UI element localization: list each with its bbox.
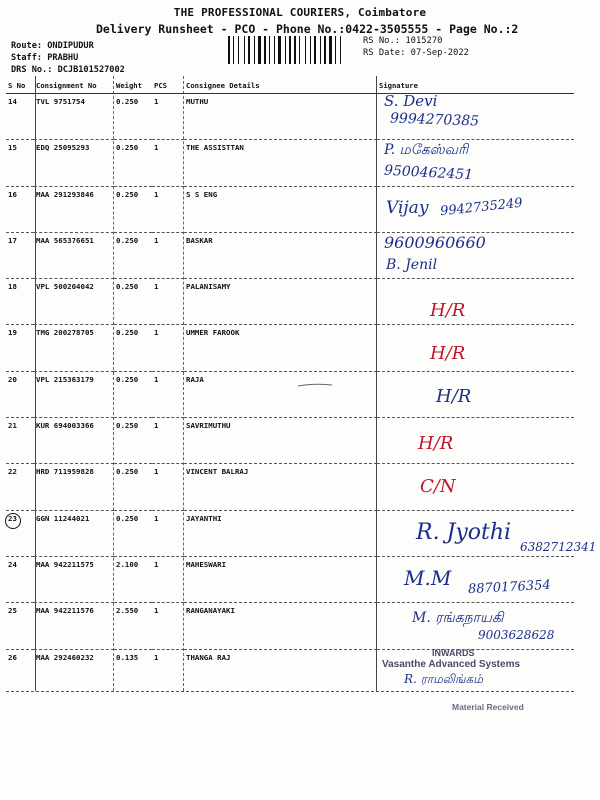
table-row: [6, 418, 574, 464]
table-row: [6, 279, 574, 325]
handwritten-phone: 9942735249: [439, 195, 524, 220]
runsheet-subtitle: Delivery Runsheet - PCO - Phone No.:0422-3505555 - Page No.:2: [96, 22, 519, 36]
cell-consignee: UMMER FAROOK: [184, 325, 377, 371]
barcode-bar: [289, 36, 291, 64]
table-row: [6, 140, 574, 186]
cell-signature: [377, 464, 574, 510]
barcode-bar: [294, 36, 296, 64]
handwritten-phone: 9500462451: [383, 162, 474, 184]
barcode-bar: [248, 36, 250, 64]
cell-pcs: 1: [152, 510, 184, 556]
pen-stroke: [296, 380, 336, 390]
handwritten-signature: R. ராமலிங்கம்: [404, 672, 483, 686]
cell-weight: 0.250: [114, 418, 152, 464]
cell-pcs: 1: [152, 603, 184, 649]
barcode-bar: [329, 36, 332, 64]
cell-weight: 0.250: [114, 186, 152, 232]
cell-sno: 18: [6, 279, 34, 325]
cell-pcs: 1: [152, 279, 184, 325]
handwritten-signature: B. Jenil: [386, 257, 438, 273]
handwritten-mark: H/R: [418, 433, 454, 454]
cell-consignee: PALANISAMY: [184, 279, 377, 325]
barcode-bar: [340, 36, 341, 64]
cell-consignment: TMG 200278705: [34, 325, 114, 371]
cell-consignee: BASKAR: [184, 232, 377, 278]
handwritten-phone: 6382712341: [520, 540, 597, 554]
cell-consignee: RAJA: [184, 371, 377, 417]
table-bottom-line: [6, 691, 574, 692]
handwritten-mark: H/R: [436, 386, 472, 407]
cell-pcs: 1: [152, 232, 184, 278]
cell-weight: 0.250: [116, 97, 139, 106]
barcode-bar: [254, 36, 255, 64]
handwritten-signature: M. ரங்கநாயகி: [412, 610, 504, 626]
table-row: [6, 464, 574, 510]
cell-sno: 26: [6, 649, 34, 695]
cell-sno: 24: [6, 556, 34, 602]
barcode-bar: [278, 36, 281, 64]
cell-consignment: MAA 942211576: [34, 603, 114, 649]
header-consignee: Consignee Details: [184, 78, 377, 94]
cell-pcs: 1: [152, 464, 184, 510]
barcode-bar: [310, 36, 311, 64]
handwritten-phone: 9600960660: [384, 233, 486, 252]
barcode-bar: [228, 36, 230, 64]
circled-row-marker: [5, 513, 21, 529]
cell-pcs: 1: [152, 418, 184, 464]
barcode-bar: [335, 36, 336, 64]
cell-weight: 0.250: [114, 232, 152, 278]
cell-consignee: VINCENT BALRAJ: [184, 464, 377, 510]
cell-sno: 25: [6, 603, 34, 649]
cell-sno: 15: [6, 140, 34, 186]
cell-weight: 2.100: [114, 556, 152, 602]
handwritten-signature: M.M: [404, 566, 452, 590]
barcode-bar: [324, 36, 326, 64]
handwritten-signature: Vijay: [386, 198, 429, 218]
cell-consignment: VPL 215363179: [34, 371, 114, 417]
barcode-bar: [258, 36, 261, 64]
barcode-bar: [274, 36, 275, 64]
drs-number: DRS No.: DCJB101527002: [11, 65, 125, 75]
stamp-company: Vasanthe Advanced Systems: [382, 659, 521, 670]
handwritten-signature: S. Devi: [384, 92, 438, 110]
header-weight: Weight: [114, 78, 152, 94]
cell-consignment: MAA 942211575: [34, 556, 114, 602]
cell-weight: 0.250: [114, 325, 152, 371]
cell-sno: 19: [6, 325, 34, 371]
stamp-inwards: INWARDS: [432, 648, 475, 658]
cell-consignment: KUR 694003366: [34, 418, 114, 464]
handwritten-phone: 9003628628: [478, 628, 555, 642]
stamp-received: Material Received: [452, 702, 524, 712]
cell-consignee: THE ASSISTTAN: [184, 140, 377, 186]
barcode: [228, 36, 356, 64]
cell-pcs: 1: [152, 325, 184, 371]
cell-sno: 23: [6, 510, 34, 556]
table-row: [6, 94, 574, 140]
cell-consignment: GGN 11244021: [34, 510, 114, 556]
cell-consignee: MUTHU: [186, 97, 209, 106]
cell-consignee: S S ENG: [184, 186, 377, 232]
cell-consignee: THANGA RAJ: [184, 649, 377, 695]
runsheet-table: [6, 78, 574, 695]
cell-signature: [377, 418, 574, 464]
cell-weight: 0.250: [114, 510, 152, 556]
staff-label: Staff: PRABHU: [11, 53, 79, 63]
handwritten-mark: C/N: [420, 476, 456, 497]
header-consignment: Consignment No: [34, 78, 114, 94]
cell-pcs: 1: [152, 371, 184, 417]
runsheet-title: THE PROFESSIONAL COURIERS, Coimbatore: [173, 6, 427, 19]
cell-consignment: HRD 711959828: [34, 464, 114, 510]
cell-weight: 2.550: [114, 603, 152, 649]
barcode-bar: [299, 36, 300, 64]
barcode-bar: [269, 36, 270, 64]
cell-sno: 16: [6, 186, 34, 232]
handwritten-mark: H/R: [430, 343, 466, 364]
cell-weight: 0.250: [114, 279, 152, 325]
barcode-bar: [238, 36, 239, 64]
cell-signature: [377, 371, 574, 417]
rs-date: RS Date: 07-Sep-2022: [363, 48, 469, 58]
cell-weight: 0.250: [114, 140, 152, 186]
cell-pcs: 1: [152, 186, 184, 232]
cell-pcs: 1: [152, 649, 184, 695]
cell-consignee: SAVRIMUTHU: [184, 418, 377, 464]
barcode-bar: [320, 36, 321, 64]
cell-consignment: TVL 9751754: [36, 97, 85, 106]
cell-consignee: MAHESWARI: [184, 556, 377, 602]
cell-signature: [377, 279, 574, 325]
cell-consignment: EDQ 25095293: [34, 140, 114, 186]
handwritten-phone: 9994270385: [389, 110, 480, 130]
handwritten-signature: R. Jyothi: [416, 520, 512, 545]
header-signature: Signature: [377, 78, 574, 94]
cell-pcs: 1: [152, 556, 184, 602]
cell-pcs: 1: [154, 97, 159, 106]
barcode-bar: [305, 36, 306, 64]
cell-weight: 0.250: [114, 371, 152, 417]
barcode-bar: [233, 36, 234, 64]
barcode-bar: [264, 36, 266, 64]
cell-consignee: RANGANAYAKI: [184, 603, 377, 649]
table-row: [6, 371, 574, 417]
cell-consignee: JAYANTHI: [184, 510, 377, 556]
cell-sno: 14: [8, 97, 17, 106]
cell-consignment: MAA 292460232: [34, 649, 114, 695]
barcode-bar: [285, 36, 286, 64]
cell-sno: 20: [6, 371, 34, 417]
cell-weight: 0.135: [114, 649, 152, 695]
cell-sno: 17: [6, 232, 34, 278]
table-header-row: [6, 78, 574, 94]
handwritten-signature: P. மகேஸ்வரி: [384, 142, 469, 158]
table-row: [6, 649, 574, 695]
header-sno: S No: [6, 78, 34, 94]
cell-weight: 0.250: [114, 464, 152, 510]
cell-sno: 21: [6, 418, 34, 464]
header-pcs: PCS: [152, 78, 184, 94]
barcode-bar: [244, 36, 245, 64]
rs-number: RS No.: 1015270: [363, 36, 443, 46]
cell-consignment: MAA 565376651: [34, 232, 114, 278]
barcode-bar: [314, 36, 316, 64]
table-row: [6, 325, 574, 371]
handwritten-mark: H/R: [430, 300, 466, 321]
cell-signature: [377, 325, 574, 371]
cell-consignment: MAA 291293846: [34, 186, 114, 232]
route-label: Route: ONDIPUDUR: [11, 41, 94, 51]
cell-sno: 22: [6, 464, 34, 510]
handwritten-phone: 8870176354: [467, 577, 552, 598]
cell-pcs: 1: [152, 140, 184, 186]
cell-consignment: VPL 500204042: [34, 279, 114, 325]
table-row: [6, 232, 574, 278]
